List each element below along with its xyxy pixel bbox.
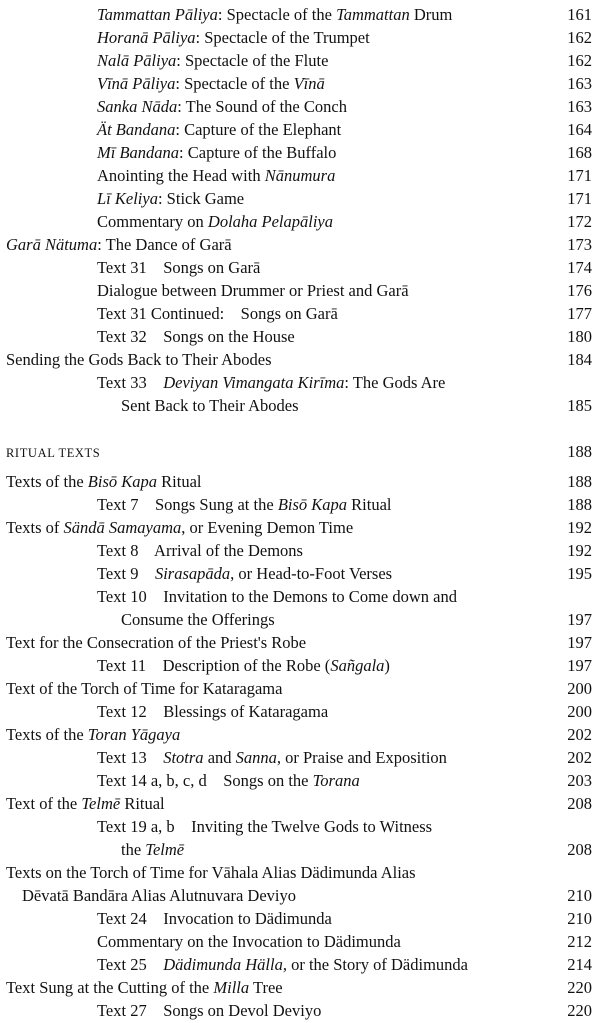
title-segment: : Stick Game (157, 189, 245, 208)
toc-entry-title (97, 3, 452, 26)
title-segment: Text 7 Songs Sung at the (97, 495, 278, 514)
title-segment: Tammattan Pāliya (97, 5, 218, 24)
toc-entry (0, 26, 600, 49)
title-segment: Text 8 Arrival of the Demons (97, 541, 303, 560)
page-number: 171 (567, 166, 592, 185)
title-segment: Dialogue between Drummer or Priest and Garā (97, 281, 409, 300)
page-number: 185 (567, 396, 592, 415)
toc-entry (0, 746, 600, 769)
toc-entry (0, 470, 600, 493)
title-segment: Sändā Samayama (63, 518, 182, 537)
title-segment: Telmē (145, 840, 185, 859)
title-segment: Text 31 Songs on Garā (97, 258, 261, 277)
title-segment: Text Sung at the Cutting of the (6, 978, 214, 997)
toc-entry-title (6, 792, 165, 815)
title-segment: Dolaha Pelapāliya (207, 212, 334, 231)
toc-entry (0, 930, 600, 953)
title-segment: Commentary on (97, 212, 208, 231)
toc-entry (0, 792, 600, 815)
title-segment: Anointing the Head with (97, 166, 265, 185)
toc-entry (0, 279, 600, 302)
page-number: 164 (567, 120, 592, 139)
toc-entry-title (97, 26, 370, 49)
page-number: 174 (567, 258, 592, 277)
toc-entry (0, 118, 600, 141)
page-number: 176 (567, 281, 592, 300)
toc-entry-title (6, 631, 306, 654)
toc-entry-title (6, 976, 283, 999)
toc-entry-title (97, 325, 295, 348)
title-segment: Ritual (157, 472, 202, 491)
page-number: 214 (567, 955, 592, 974)
toc-entry (0, 164, 600, 187)
page-number: 188 (567, 495, 592, 514)
page-number: 200 (567, 679, 592, 698)
toc-entry-title (6, 861, 416, 884)
title-segment: Mī Bandana (97, 143, 180, 162)
title-segment: Nalā Pāliya (97, 51, 177, 70)
title-segment: Deviyan Vimangata Kirīma (163, 373, 345, 392)
toc-entry (0, 723, 600, 746)
title-segment: Dädimunda Hälla (163, 955, 283, 974)
toc-entry-title (97, 907, 332, 930)
toc-entry (0, 256, 600, 279)
page-number: 202 (567, 725, 592, 744)
toc-entry-title (6, 233, 232, 256)
title-segment: Sañgala (330, 656, 385, 675)
title-segment: , or the Story of Dädimunda (282, 955, 468, 974)
title-segment: Bisō Kapa (277, 495, 348, 514)
title-segment: Texts of the (6, 725, 88, 744)
toc-entry (0, 72, 600, 95)
toc-entry (0, 141, 600, 164)
title-segment: Bisō Kapa (87, 472, 158, 491)
page-number: 212 (567, 932, 592, 951)
page-number: 184 (567, 350, 592, 369)
page-number: 163 (567, 97, 592, 116)
page-number: 208 (567, 840, 592, 859)
toc-entry-title (97, 539, 303, 562)
toc-entry-title (97, 493, 392, 516)
title-segment: Tammattan (336, 5, 410, 24)
toc-entry-title (97, 210, 333, 233)
page-number: 197 (567, 610, 592, 629)
title-segment: Vīnā (293, 74, 325, 93)
title-segment: Telmē (81, 794, 121, 813)
title-segment: : The Gods Are (344, 373, 446, 392)
title-segment: and (203, 748, 236, 767)
toc-entry (0, 3, 600, 26)
title-segment: , or Praise and Exposition (276, 748, 447, 767)
page-number: 162 (567, 51, 592, 70)
toc-entry (0, 953, 600, 976)
toc-entry (0, 585, 600, 608)
title-segment: : Spectacle of the Flute (176, 51, 329, 70)
toc-entry-title (97, 700, 328, 723)
title-segment: Nānumura (264, 166, 336, 185)
title-segment: Text of the (6, 794, 82, 813)
toc-entry-title (97, 953, 468, 976)
title-segment: Texts of (6, 518, 64, 537)
title-segment: , or Head-to-Foot Verses (230, 564, 393, 583)
title-segment: Tree (249, 978, 283, 997)
title-segment: ) (384, 656, 390, 675)
page-number: 210 (567, 909, 592, 928)
page-number: 220 (567, 978, 592, 997)
toc-entry-title (22, 884, 296, 907)
toc-entry-title (121, 394, 299, 417)
toc-entry (0, 769, 600, 792)
toc-entry-title (97, 930, 401, 953)
page-number: 161 (567, 5, 592, 24)
toc-entry (0, 608, 600, 631)
page-number: 188 (567, 472, 592, 491)
toc-entry-title (6, 470, 201, 493)
title-segment: : Spectacle of the (217, 5, 337, 24)
title-segment: Lī Keliya (97, 189, 158, 208)
toc-entry-title (6, 516, 353, 539)
title-segment: Text for the Consecration of the Priest's Robe (6, 633, 307, 652)
toc-entry (0, 838, 600, 861)
page-number: 208 (567, 794, 592, 813)
toc-entry-title (97, 141, 336, 164)
title-segment: Text 24 Invocation to Dädimunda (97, 909, 332, 928)
toc-entry (0, 95, 600, 118)
title-segment: RITUAL TEXTS (6, 446, 101, 460)
title-segment: Garā Nätuma (6, 235, 98, 254)
title-segment: Sending the Gods Back to Their Abodes (6, 350, 272, 369)
toc-entry-title (6, 677, 282, 700)
page-number: 177 (567, 304, 592, 323)
title-segment: Text 31 Continued: Songs on Garā (97, 304, 338, 323)
title-segment: Texts on the Torch of Time for Vāhala Alias Dädimunda Alias (6, 863, 416, 882)
toc-entry-title (97, 371, 445, 394)
title-segment: : Spectacle of the Trumpet (195, 28, 370, 47)
page-number: 163 (567, 74, 592, 93)
title-segment: Text 11 Description of the Robe ( (97, 656, 331, 675)
title-segment: Sanna (235, 748, 277, 767)
toc-entry (0, 187, 600, 210)
toc-entry-title (97, 585, 457, 608)
page-number: 203 (567, 771, 592, 790)
page-number: 171 (567, 189, 592, 208)
title-segment: Text 12 Blessings of Kataragama (97, 702, 329, 721)
title-segment: Text 19 a, b Inviting the Twelve Gods to Witness (97, 817, 433, 836)
toc-entry (0, 884, 600, 907)
toc-entry-title (97, 769, 360, 792)
title-segment: Text 10 Invitation to the Demons to Come down and (97, 587, 457, 606)
toc-entry-title (97, 95, 347, 118)
page-number: 220 (567, 1001, 592, 1020)
page-number: 192 (567, 518, 592, 537)
toc-entry-title (121, 838, 184, 861)
toc-entry-title (97, 279, 409, 302)
toc-entry (0, 562, 600, 585)
title-segment: Vīnā Pāliya (97, 74, 176, 93)
title-segment: Ritual (120, 794, 165, 813)
page-number: 168 (567, 143, 592, 162)
title-segment: Text 13 (97, 748, 164, 767)
title-segment: Consume the Offerings (121, 610, 275, 629)
toc-entry-title (97, 746, 447, 769)
toc-entry (0, 539, 600, 562)
toc-entry (0, 325, 600, 348)
toc-entry-title (97, 49, 328, 72)
title-segment: : Spectacle of the (175, 74, 294, 93)
title-segment: Torana (312, 771, 360, 790)
toc-entry (0, 861, 600, 884)
toc-entry (0, 394, 600, 417)
page-number: 195 (567, 564, 592, 583)
toc-entry (0, 371, 600, 394)
title-segment: : Capture of the Buffalo (179, 143, 337, 162)
title-segment: Commentary on the Invocation to Dädimunda (97, 932, 401, 951)
toc-entry-title (97, 562, 392, 585)
toc-entry (0, 976, 600, 999)
title-segment: Sirasapāda (154, 564, 231, 583)
title-segment: Drum (409, 5, 453, 24)
toc-entry-title (97, 72, 325, 95)
toc-entry-title (97, 187, 244, 210)
title-segment: : The Sound of the Conch (177, 97, 347, 116)
title-segment: Text 27 Songs on Devol Deviyo (97, 1001, 322, 1020)
toc-entry (0, 654, 600, 677)
toc-entry-title (97, 164, 335, 187)
page-number: 210 (567, 886, 592, 905)
toc-entry-title (97, 118, 341, 141)
title-segment: Milla (213, 978, 250, 997)
toc-entry (0, 631, 600, 654)
page-number: 192 (567, 541, 592, 560)
toc-entry (0, 493, 600, 516)
toc-entry (0, 49, 600, 72)
title-segment: Sent Back to Their Abodes (121, 396, 299, 415)
toc-entry-title (6, 348, 272, 371)
toc-entry (0, 907, 600, 930)
page-number: 172 (567, 212, 592, 231)
title-segment: : Capture of the Elephant (175, 120, 342, 139)
page-number: 188 (567, 442, 592, 461)
toc-entry-title (6, 440, 100, 465)
title-segment: Text 14 a, b, c, d Songs on the (97, 771, 313, 790)
toc-entry-title (97, 256, 260, 279)
title-segment: Text 9 (97, 564, 155, 583)
page-number: 180 (567, 327, 592, 346)
title-segment: Toran Yāgaya (87, 725, 181, 744)
page-number: 173 (567, 235, 592, 254)
toc-entry (0, 302, 600, 325)
page-number: 197 (567, 656, 592, 675)
toc-entry-title (97, 654, 390, 677)
toc-entry (0, 700, 600, 723)
page-number: 197 (567, 633, 592, 652)
page-number: 200 (567, 702, 592, 721)
title-segment: Dēvatā Bandāra Alias Alutnuvara Deviyo (22, 886, 296, 905)
title-segment: : The Dance of Garā (97, 235, 232, 254)
title-segment: Text 33 (97, 373, 164, 392)
title-segment: Horanā Pāliya (97, 28, 196, 47)
toc-entry-title (6, 723, 180, 746)
title-segment: Ät Bandana (97, 120, 176, 139)
title-segment: , or Evening Demon Time (181, 518, 354, 537)
title-segment: Sanka Nāda (97, 97, 178, 116)
title-segment: Text of the Torch of Time for Kataragama (6, 679, 283, 698)
toc-entry (0, 440, 600, 463)
page-number: 162 (567, 28, 592, 47)
title-segment: the (121, 840, 146, 859)
toc-entry-title (97, 999, 321, 1022)
toc-entry-title (97, 302, 338, 325)
title-segment: Text 25 (97, 955, 164, 974)
toc-entry-title (97, 815, 432, 838)
title-segment: Text 32 Songs on the House (97, 327, 295, 346)
toc-entry (0, 233, 600, 256)
toc-entry-title (121, 608, 275, 631)
toc-entry (0, 999, 600, 1022)
title-segment: Texts of the (6, 472, 88, 491)
toc-entry (0, 210, 600, 233)
title-segment: Stotra (163, 748, 204, 767)
toc-entry (0, 348, 600, 371)
page-number: 202 (567, 748, 592, 767)
title-segment: Ritual (347, 495, 392, 514)
toc-entry (0, 516, 600, 539)
toc-entry (0, 815, 600, 838)
toc-entry (0, 677, 600, 700)
